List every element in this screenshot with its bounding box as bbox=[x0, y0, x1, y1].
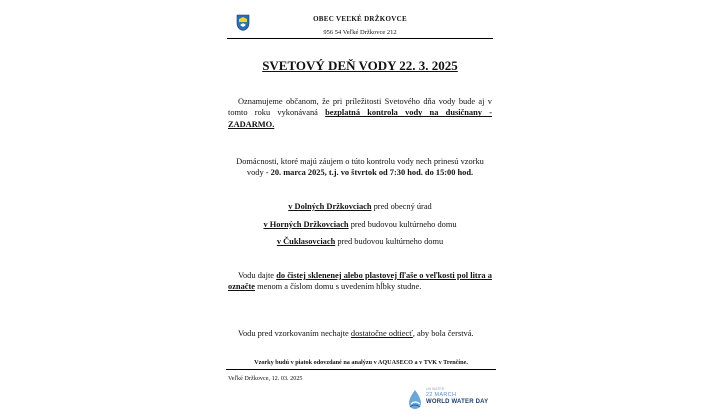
world-water-day-logo bbox=[406, 386, 500, 412]
logo-title: WORLD WATER DAY bbox=[426, 399, 489, 405]
instruction-highlight: do čistej sklenenej alebo plastovej fľaše o veľkosti pol litra a označte bbox=[228, 271, 492, 292]
instruction-paragraph bbox=[228, 270, 492, 293]
header-divider bbox=[227, 38, 493, 39]
municipality-address: 956 54 Veľké Držkovce 212 bbox=[323, 29, 397, 36]
announcement-highlight: bezplatná kontrola vody na dusičnany - ZADARMO. bbox=[228, 108, 493, 129]
freshness-highlight: dostatočne odtiecť bbox=[350, 329, 413, 338]
logo-org: UN WATER bbox=[426, 387, 445, 391]
location-place: v Dolných Držkovciach bbox=[288, 202, 372, 211]
freshness-paragraph bbox=[228, 328, 492, 339]
page-title: SVETOVÝ DEŇ VODY 22. 3. 2025 bbox=[262, 58, 458, 73]
location-place: v Čuklasovciach bbox=[276, 237, 336, 246]
location-item bbox=[228, 236, 492, 247]
municipality-name: OBEC VEĽKÉ DRŽKOVCE bbox=[313, 15, 407, 23]
announcement-text: Oznamujeme občanom, že pri príležitosti Svetového dňa vody bude aj v tomto roku vykonávaná bbox=[228, 97, 492, 118]
water-drop-icon bbox=[406, 389, 424, 411]
instruction-text-end: menom a číslom domu s uvedením hĺbky studne. bbox=[254, 282, 422, 292]
freshness-text: Vodu pred vzorkovaním nechajte bbox=[238, 329, 351, 338]
freshness-text-end: , aby bola čerstvá. bbox=[412, 329, 474, 338]
location-where: pred obecný úrad bbox=[371, 202, 432, 211]
location-item bbox=[228, 201, 492, 212]
footer-date: Veľké Držkovce, 12. 03. 2025 bbox=[228, 375, 303, 382]
schedule-paragraph bbox=[228, 156, 492, 179]
schedule-text: Domácnosti, ktoré majú záujem o túto kontrolu vody nech prinesú vzorku vody - bbox=[236, 157, 484, 178]
schedule-date-time: 20. marca 2025, t.j. vo štvrtok od 7:30 hod. do 15:00 hod. bbox=[270, 168, 474, 178]
note-divider bbox=[226, 369, 496, 370]
announcement-paragraph bbox=[228, 96, 492, 130]
location-place: v Horných Držkovciach bbox=[263, 220, 349, 229]
location-where: pred budovou kultúrneho domu bbox=[335, 237, 444, 246]
location-item bbox=[228, 219, 492, 230]
logo-date: 22 MARCH bbox=[426, 392, 457, 398]
location-where: pred budovou kultúrneho domu bbox=[348, 220, 457, 229]
instruction-text: Vodu dajte bbox=[238, 271, 277, 280]
sample-note: Vzorky budú v piatok odovzdané na analýzu v AQUASECO a v TVK v Trenčíne. bbox=[254, 359, 468, 366]
